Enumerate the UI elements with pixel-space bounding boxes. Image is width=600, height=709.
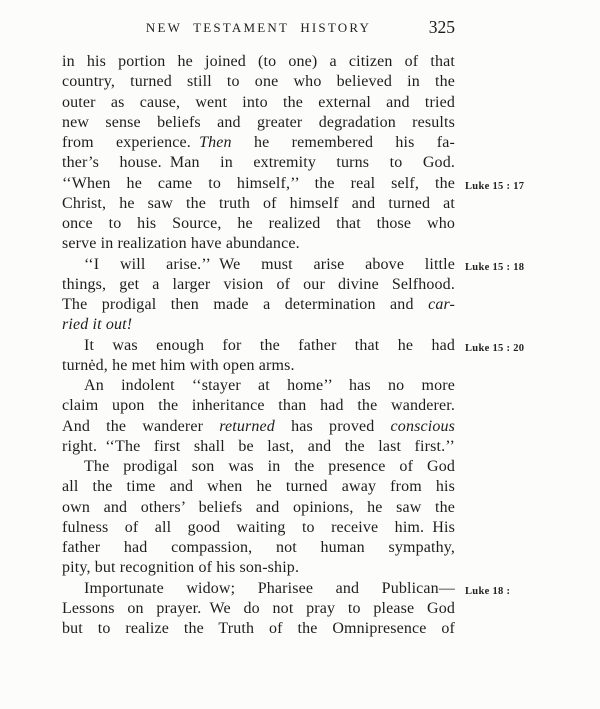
italic-text-segment: returned [219,417,275,435]
text-line [62,417,455,437]
page-number: 325 [428,17,455,37]
text-segment: And the wanderer [62,417,220,435]
italic-text-segment: conscious [390,417,455,435]
text-line [62,376,455,396]
text-line [62,437,455,457]
text-segment: turnėd, he met him with open arms. [62,356,295,374]
text-segment: in his portion he joined (to one) a citizen of that [62,53,455,70]
text-segment: country, turned still to one who believed in the [62,73,455,91]
text-line [62,52,455,72]
text-line [62,174,525,194]
text-line [62,538,455,558]
text-segment: once to his Source, he realized that those who [62,215,455,232]
text-line [62,457,455,477]
text-line [62,72,455,92]
text-line [62,336,525,356]
text-line [62,255,525,275]
text-line [62,498,455,518]
text-segment: fulness of all good waiting to receive him. His [62,518,455,536]
text-segment: has proved [274,417,391,435]
text-line [62,295,455,315]
text-line [62,396,455,416]
text-line [62,518,455,538]
text-segment: right. ‘‘The first shall be last, and the last first.’’ [62,437,455,455]
text-segment: ‘‘I will arise.’’ We must arise above little [84,255,455,273]
text-segment: It was enough for the father that he had [84,336,455,354]
text-line [62,234,455,254]
text-segment: Christ, he saw the truth of himself and turned at [62,194,455,212]
scripture-reference-note: Luke 15 : 18 [465,261,525,273]
text-segment: but to realize the Truth of the Omnipresence of [62,620,455,637]
italic-text-segment: car- [428,296,455,313]
text-segment: new sense beliefs and greater degradation results [62,113,455,131]
text-line [62,194,455,214]
text-segment: claim upon the inheritance than had the wanderer. [62,397,455,415]
running-title: NEW TESTAMENT HISTORY [145,20,372,35]
text-segment: own and others’ beliefs and opinions, he saw the [62,498,455,516]
text-segment: all the time and when he turned away from his [62,478,455,496]
text-segment: serve in realization have abundance. [62,235,300,253]
text-line [62,214,455,234]
scripture-reference-note: Luke 18 : [465,585,511,597]
page-header [62,17,455,35]
text-line [62,153,455,173]
text-line [62,315,455,335]
text-line [62,93,455,113]
text-line [62,619,455,639]
text-segment: outer as cause, went into the external and tried [62,93,455,111]
text-line [62,599,455,619]
text-segment: ‘‘When he came to himself,’’ the real self, the [62,174,455,192]
text-segment: he remembered his fa- [231,134,455,151]
text-line [62,113,455,133]
text-segment: The prodigal then made a determination and [62,296,429,313]
text-segment: ther’s house. Man in extremity turns to God. [62,154,455,172]
text-segment: The prodigal son was in the presence of God [84,458,455,475]
italic-text-segment: ried it out! [62,316,133,334]
text-segment: Importunate widow; Pharisee and Publican— [84,579,455,597]
scripture-reference-note: Luke 15 : 17 [465,180,525,192]
text-segment: pity, but recognition of his son-ship. [62,559,300,577]
text-segment: An indolent ‘‘stayer at home’’ has no more [84,377,455,394]
text-segment: from experience. [62,134,200,151]
body-text [62,52,525,639]
scripture-reference-note: Luke 15 : 20 [465,342,525,354]
text-line [62,133,455,153]
text-line [62,579,511,599]
text-segment: things, get a larger vision of our divine Selfhood. [62,275,455,293]
text-line [62,477,455,497]
italic-text-segment: Then [199,134,232,151]
text-line [62,558,455,578]
text-line [62,356,455,376]
text-segment: Lessons on prayer. We do not pray to please God [62,599,455,617]
text-line [62,275,455,295]
text-segment: father had compassion, not human sympathy, [62,539,455,556]
